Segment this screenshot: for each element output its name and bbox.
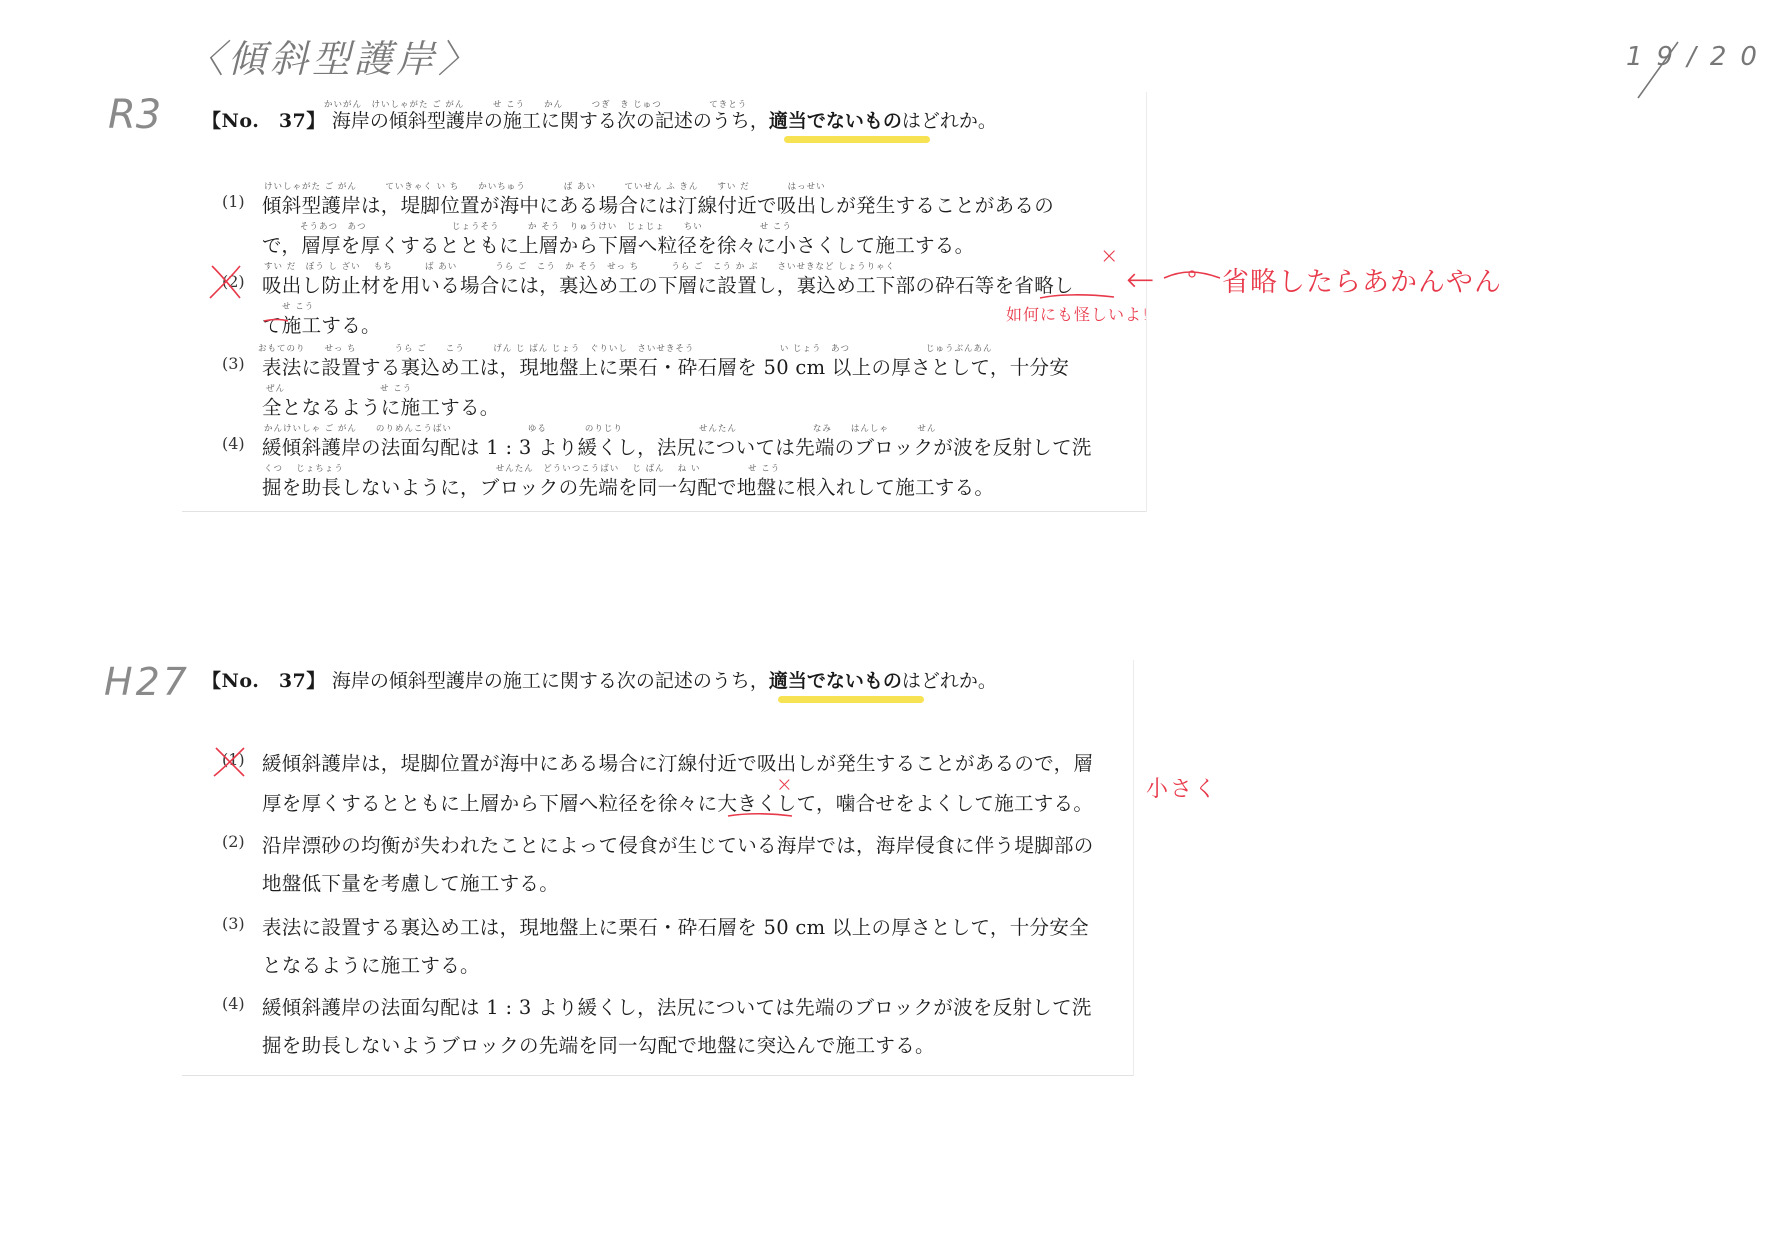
option-3-furigana-1: おもてのり せっ ち うら ご こう げん じ ばん じょう ぐりいし さいせきそう い じょう あつ じゅうぶんあん: [258, 344, 993, 354]
correction-note-main: 小さく: [1146, 777, 1219, 802]
underline-mark-icon: [726, 810, 796, 822]
question-panel-h27: [182, 660, 1134, 1076]
correction-note-main: 省略したらあかんやん: [1222, 267, 1502, 298]
option-3-line-1: 表法に設置する裏込め工は，現地盤上に栗石・砕石層を 50 cm 以上の厚さとして，十分安: [262, 356, 1070, 379]
option-1-line-1: 傾斜型護岸は，堤脚位置が海中にある場合には汀線付近で吸出しが発生することがあるの: [262, 194, 1054, 217]
option-label-4: (4): [222, 994, 245, 1013]
option-label-3: (3): [222, 914, 245, 933]
option-label-2: (2): [222, 832, 245, 851]
option-label-1: (1): [222, 750, 245, 769]
cross-mark-text: ×: [776, 772, 793, 796]
option-label-2: (2): [222, 272, 245, 291]
page-counter-text: 19/20: [1626, 42, 1771, 72]
option-3-furigana-2: ぜん せ こう: [266, 384, 413, 394]
emphasis-highlight: [778, 696, 924, 703]
option-2-line-1: 吸出し防止材を用いる場合には，裏込め工の下層に設置し，裏込め工下部の砕石等を省略し: [262, 274, 1074, 297]
panel-bottom-rule: [182, 511, 1147, 512]
panel-right-rule: [1133, 660, 1134, 1076]
question-suffix: はどれか。: [901, 110, 997, 132]
arrow-curve-icon: [1162, 268, 1222, 288]
year-label-h27: H27: [104, 660, 190, 704]
year-label-r3: R3: [108, 92, 162, 138]
option-4-line-2: 掘を助長しないように，ブロックの先端を同一勾配で地盤に根入れして施工する。: [262, 476, 995, 499]
option-1-furigana-2: そうあつ あつ じょうそう か そう りゅうけい じょじょ ちい せ こう: [300, 222, 792, 232]
question-prefix: 海岸の傾斜型護岸の施工に関する次の記述のうち，: [331, 670, 769, 692]
option-1-line-2: で，層厚を厚くするとともに上層から下層へ粒径を徐々に小さくして施工する。: [262, 234, 975, 257]
handwritten-title: 〈傾斜型護岸〉: [186, 37, 481, 81]
option-4-line-1: 緩傾斜護岸の法面勾配は 1 : 3 より緩くし，法尻については先端のブロックが波を反射して洗: [262, 996, 1092, 1019]
question-emphasis: 適当でないもの: [768, 670, 902, 692]
question-suffix: はどれか。: [901, 670, 997, 692]
option-2-line-1: 沿岸漂砂の均衡が失われたことによって侵食が生じている海岸では，海岸侵食に伴う堤脚部の: [262, 834, 1094, 857]
question-number: 【No. 37】: [202, 110, 326, 132]
option-4-furigana-1: かんけいしゃ ご がん のりめんこうばい ゆる のりじり せんたん なみ はんしゃ せん: [264, 424, 937, 434]
question-stem: [202, 106, 997, 133]
option-2-line-2: 地盤低下量を考慮して施工する。: [262, 872, 560, 895]
option-2-furigana-1: すい だ ぼう し ざい もち ば あい うら ご こう か そう せっ ち うら ご こう か ぶ さいせきなど しょうりゃく: [264, 262, 896, 272]
question-emphasis: 適当でないもの: [768, 110, 902, 132]
question-number: 【No. 37】: [202, 670, 326, 692]
option-2-line-2: て施工する。: [262, 314, 381, 337]
option-1-line-2: 厚を厚くするとともに上層から下層へ粒径を徐々に大きくして，噛合せをよくして施工する。: [262, 792, 1094, 815]
option-label-1: (1): [222, 192, 245, 211]
question-prefix: 海岸の傾斜型護岸の施工に関する次の記述のうち，: [331, 110, 769, 132]
option-label-3: (3): [222, 354, 245, 373]
option-1-furigana-1: けいしゃがた ご がん ていきゃく い ち かいちゅう ば あい ていせん ふ きん すい だ はっせい: [264, 182, 826, 192]
option-1-line-1: 緩傾斜護岸は，堤脚位置が海中にある場合に汀線付近で吸出しが発生することがあるので，層: [262, 752, 1094, 775]
option-4-furigana-2: くつ じょちょう せんたん どういつこうばい じ ばん ね い せ こう: [264, 464, 781, 474]
cross-mark-icon: [210, 744, 250, 780]
option-4-line-2: 掘を助長しないようブロックの先端を同一勾配で地盤に突込んで施工する。: [262, 1034, 935, 1057]
arrow-mark-text: ←: [1126, 260, 1155, 300]
panel-bottom-rule: [182, 1075, 1134, 1076]
underline-mark-icon: [262, 316, 292, 326]
option-label-4: (4): [222, 434, 245, 453]
option-3-line-2: 全となるように施工する。: [262, 396, 500, 419]
option-3-line-1: 表法に設置する裏込め工は，現地盤上に栗石・砕石層を 50 cm 以上の厚さとして，十分安全: [262, 916, 1089, 939]
correction-note-sub: 如何にも怪しいよ!: [1006, 305, 1150, 324]
question-furigana: かいがん けいしゃがた ご がん せ こう かん つぎ き じゅつ てきとう: [324, 100, 748, 110]
page-counter: [1618, 34, 1771, 104]
option-2-furigana-2: せ こう: [282, 302, 315, 312]
cross-mark-text: ×: [1100, 244, 1119, 269]
emphasis-highlight: [784, 136, 930, 143]
cross-mark-icon: [206, 262, 246, 302]
question-panel-r3: [182, 92, 1150, 512]
question-stem: [202, 666, 997, 693]
option-3-line-2: となるように施工する。: [262, 954, 480, 977]
option-4-line-1: 緩傾斜護岸の法面勾配は 1 : 3 より緩くし，法尻については先端のブロックが波を反射して洗: [262, 436, 1092, 459]
